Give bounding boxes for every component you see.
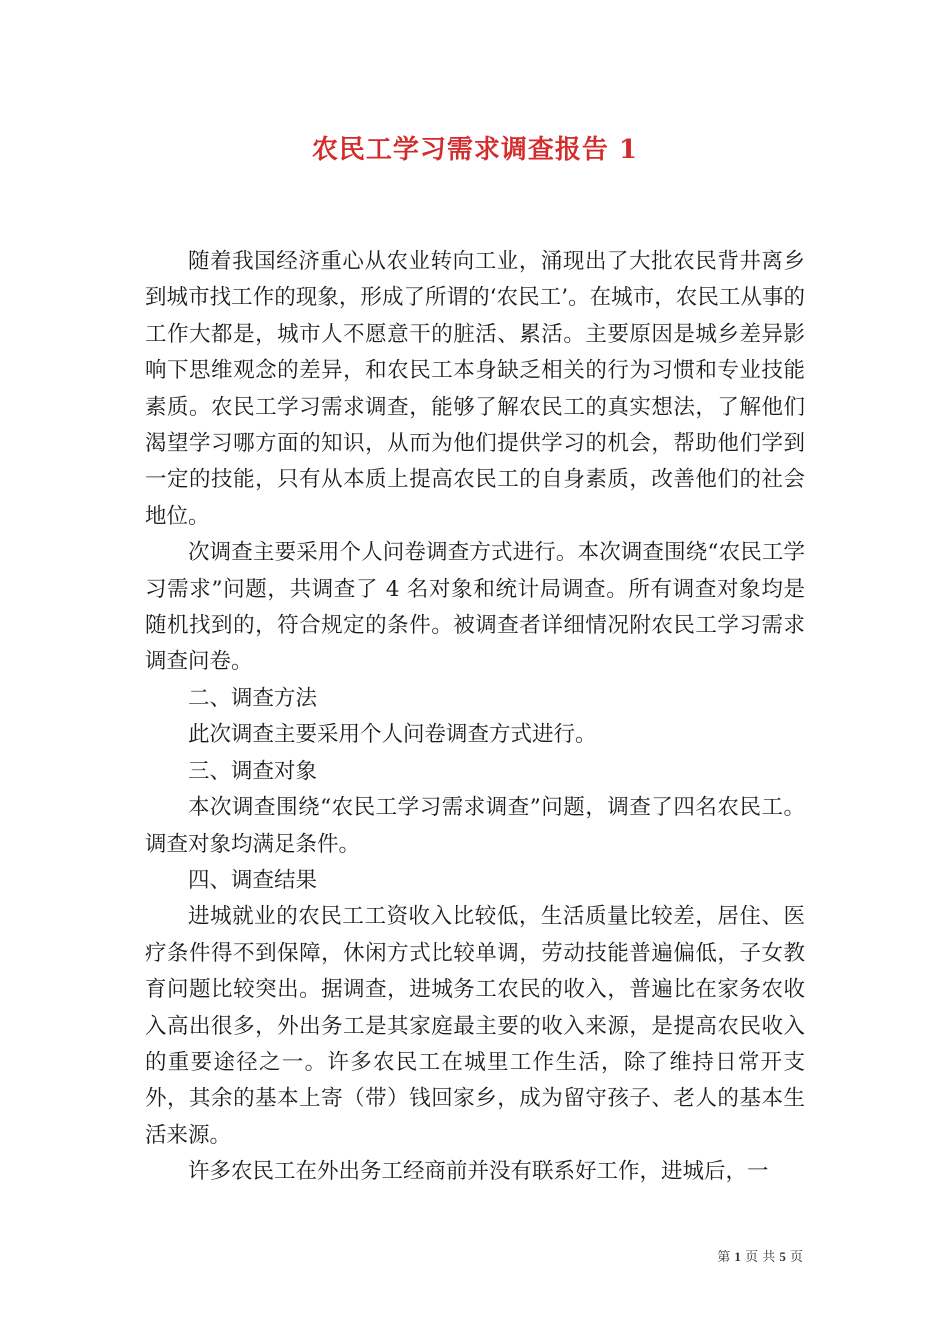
page-footer: [600, 1246, 803, 1265]
footer-prefix: 第: [717, 1250, 731, 1265]
footer-total-pages: 5: [779, 1249, 786, 1264]
document-title: 农民工学习需求调查报告 1: [311, 135, 639, 165]
paragraph-continued: 许多农民工在外出务工经商前并没有联系好工作，进城后，一: [188, 1159, 769, 1185]
footer-middle: 页 共: [745, 1250, 776, 1265]
section-heading-method: 二、调查方法: [188, 685, 318, 711]
footer-suffix: 页: [789, 1250, 803, 1265]
section-heading-subjects: 三、调查对象: [188, 758, 318, 784]
footer-page-number: 1: [734, 1249, 741, 1264]
document-body: [145, 244, 805, 1191]
paragraph-subjects: 本次调查围绕“农民工学习需求调查”问题，调查了四名农民工。调查对象均满足条件。: [145, 795, 805, 857]
paragraph-intro: 随着我国经济重心从农业转向工业，涌现出了大批农民背井离乡到城市找工作的现象，形成了所谓的‘农民工’。在城市，农民工从事的工作大都是，城市人不愿意干的脏活、累活。主要原因是城乡差异影响下思维观念的差异，和农民工本身缺乏相关的行为习惯和专业技能素质。农民工学习需求调查，能够了解农民工的真实想法，了解他们渴望学习哪方面的知识，从而为他们提供学习的机会，帮助他们学到一定的技能，只有从本质上提高农民工的自身素质，改善他们的社会地位。: [145, 249, 805, 529]
paragraph-results: 进城就业的农民工工资收入比较低，生活质量比较差，居住、医疗条件得不到保障，休闲方式比较单调，劳动技能普遍偏低，子女教育问题比较突出。据调查，进城务工农民的收入，普遍比在家务农收入高出很多，外出务工是其家庭最主要的收入来源，是提高农民收入的重要途径之一。许多农民工在城里工作生活，除了维持日常开支外，其余的基本上寄（带）钱回家乡，成为留守孩子、老人的基本生活来源。: [145, 904, 805, 1148]
paragraph-method: 此次调查主要采用个人问卷调查方式进行。: [188, 722, 597, 748]
paragraph-survey-overview: 次调查主要采用个人问卷调查方式进行。本次调查围绕“农民工学习需求”问题，共调查了 4 名对象和统计局调查。所有调查对象均是随机找到的，符合规定的条件。被调查者详细情况附农民工学习需求调查问卷。: [145, 540, 805, 675]
section-heading-results: 四、调查结果: [188, 867, 318, 893]
